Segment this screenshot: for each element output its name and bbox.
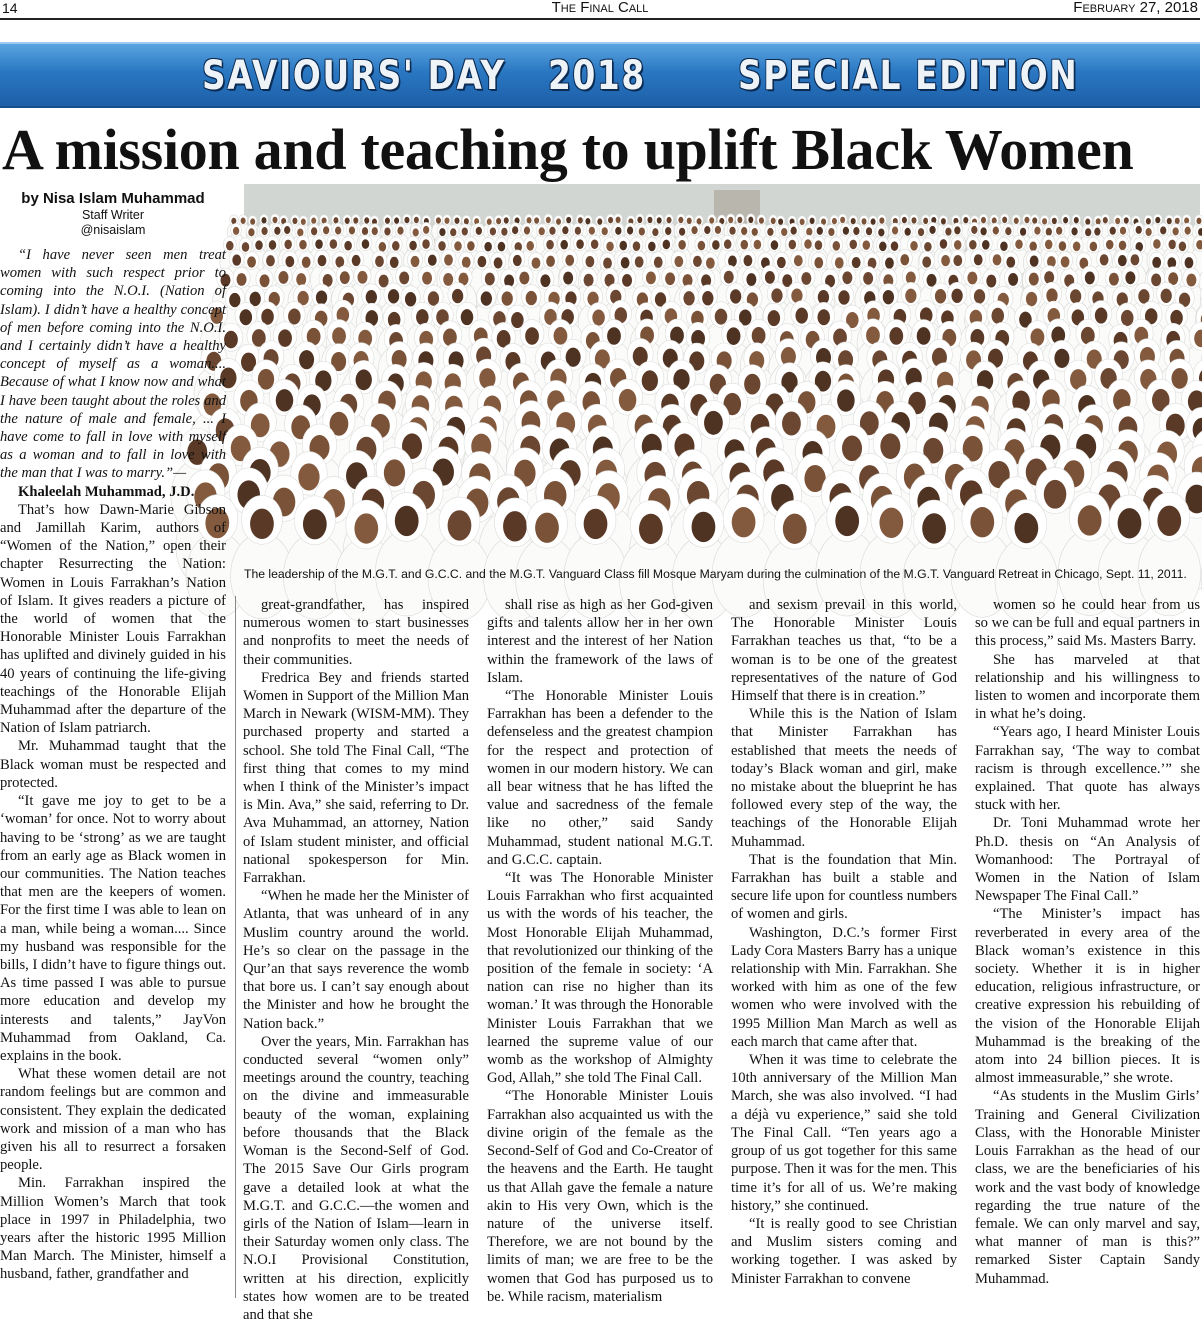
paragraph: That is the foundation that Min. Farrakhan has built a stable and secure life upon for countless numbers of women and girls. bbox=[731, 851, 957, 924]
paragraph: “When he made her the Minister of Atlanta, that was unheard of in any Muslim country around the world. He’s so clear on the passage in the Qur’an that says reverence the womb that bore us. I can’t say enough about the Minister and how he brought the Nation back.” bbox=[243, 887, 469, 1033]
crowd-illustration bbox=[244, 184, 1200, 564]
paragraph: shall rise as high as her God-given gifts and talents allow her in her own interest and the interest of her Nation within the framework of the laws of Islam. bbox=[487, 596, 713, 687]
paragraph: Fredrica Bey and friends started Women in Support of the Million Man March in Newark (WISM-MM). They purchased property and started a school. She told The Final Call, “The first thing that comes to my mind when I think of the Minister’s impact is Min. Ava,” she said, referring to Dr. Ava Muhammad, an attorney, Nation of Islam student minister, and official national spokesperson for Min. Farrakhan. bbox=[243, 669, 469, 887]
column-1-body bbox=[0, 501, 226, 1284]
paragraph: “It is really good to see Christian and Muslim sisters coming and working together. I was asked by Minister Farrakhan to convene bbox=[731, 1215, 957, 1288]
article-column-2 bbox=[243, 596, 469, 1298]
paragraph: What these women detail are not random feelings but are common and consistent. They explain the dedicated work and mission of a man who has given his all to resurrect a forsaken people. bbox=[0, 1065, 226, 1174]
paragraph: women so he could hear from us so we can be full and equal partners in this process,” said Ms. Masters Barry. bbox=[975, 596, 1200, 651]
paragraph: When it was time to celebrate the 10th anniversary of the Million Man March, she was also involved. “I had a déjà vu experience,” said she told The Final Call. “Ten years ago a group of us got together for this same purpose. Then it was for the men. This time it’s for all of us. We’re making history,” she continued. bbox=[731, 1051, 957, 1215]
paragraph: “The Honorable Minister Louis Farrakhan has been a defender to the defenseless and the greatest champion for the respect and protection of women in our modern history. We can all bear witness that he has lifted the value and sacredness of the female like no other,” said Sandy Muhammad, student national M.G.T. and G.C.C. captain. bbox=[487, 687, 713, 869]
paragraph: Over the years, Min. Farrakhan has conducted several “women only” meetings around the country, teaching on the divine and immeasurable beauty of the woman, explaining before thousands that the Black Woman is the Second-Self of God. The 2015 Save Our Girls program gave a detailed look at what the M.G.T. and G.C.C.—the women and girls of the Nation of Islam—learn in their Saturday women only class. The N.O.I Provisional Constitution, written at his direction, explicitly states how women are to be treated and that she bbox=[243, 1033, 469, 1324]
banner-saviours-day: SAVIOURS' DAY bbox=[202, 50, 506, 102]
column-rule bbox=[235, 596, 236, 1298]
page-number: 14 bbox=[2, 0, 18, 16]
headline: A mission and teaching to uplift Black Women bbox=[0, 118, 1202, 182]
paragraph: “As students in the Muslim Girls’ Training and General Civilization Class, with the Honorable Minister Louis Farrakhan as the head of our class, we are the beneficiaries of his work and the vast body of knowledge regarding the true nature of the female. We can only marvel and say, what manner of man is this?” remarked Sister Captain Sandy Muhammad. bbox=[975, 1087, 1200, 1287]
byline-role: Staff Writer bbox=[0, 208, 226, 223]
folio-line bbox=[0, 0, 1200, 18]
paragraph: Washington, D.C.’s former First Lady Cora Masters Barry has a unique relationship with Min. Farrakhan. She worked with him as one of the few women who were involved with the 1995 Million Man March as well as each march that came after that. bbox=[731, 924, 957, 1051]
paragraph: She has marveled at that relationship and his willingness to listen to women and incorporate them in what he’s doing. bbox=[975, 651, 1200, 724]
paragraph: “The Minister’s impact has reverberated in every area of the Black woman’s existence in this society. Whether it is in higher education, religious infrastructure, or creative expression his rebuilding of the vision of the Honorable Elijah Muhammad is the breaking of the atom into 24 billion pieces. It is almost immeasurable,” she wrote. bbox=[975, 905, 1200, 1087]
paragraph: That’s how Dawn-Marie Gibson and Jamillah Karim, authors of “Women of the Nation,” open their chapter Resurrecting the Nation: Women in Louis Farrakhan’s Nation of Islam. It gives readers a picture of the world of women that the Honorable Minister Louis Farrakhan has uplifted and divinely guided in his 40 years of continuing the life-giving teachings of the Honorable Elijah Muhammad after the departure of the Nation of Islam patriarch. bbox=[0, 501, 226, 738]
paragraph: While this is the Nation of Islam that Minister Farrakhan has established that meets the needs of today’s Black woman and girl, make no mistake about the blueprint he has followed every step of the way, the teachings of the Honorable Elijah Muhammad. bbox=[731, 705, 957, 851]
article-column-5 bbox=[975, 596, 1200, 1298]
article-column-3 bbox=[487, 596, 713, 1298]
byline-author: by Nisa Islam Muhammad bbox=[0, 190, 226, 208]
paper-name: The Final Call bbox=[0, 0, 1200, 16]
paragraph: Min. Farrakhan inspired the Million Women’s March that took place in 1997 in Philadelphia, two years after the historic 1995 Million Man March. The Minister, himself a husband, father, grandfather and bbox=[0, 1174, 226, 1283]
article-column-4 bbox=[731, 596, 957, 1298]
special-edition-banner bbox=[0, 42, 1200, 108]
photo-crowd-women-in-white bbox=[244, 184, 1200, 564]
byline bbox=[0, 190, 226, 238]
paragraph: “It was The Honorable Minister Louis Farrakhan who first acquainted us with the words of his teacher, the Most Honorable Elijah Muhammad, that revolutionized our thinking of the position of the female in society: ‘A nation can rise no higher than its woman.’ It was through the Honorable Minister Louis Farrakhan that we learned the supreme value of our womb as the workshop of Almighty God, Allah,” she told The Final Call. bbox=[487, 869, 713, 1087]
paragraph: “Years ago, I heard Minister Louis Farrakhan say, ‘The way to combat racism is through excellence.’” she explained. That quote has always stuck with her. bbox=[975, 723, 1200, 814]
banner-year: 2018 bbox=[548, 50, 646, 102]
paragraph: Mr. Muhammad taught that the Black woman must be respected and protected. bbox=[0, 737, 226, 792]
paragraph: Dr. Toni Muhammad wrote her Ph.D. thesis on “An Analysis of Womanhood: The Portrayal of Women in the Nation of Islam Newspaper The Final Call.” bbox=[975, 814, 1200, 905]
folio-rule bbox=[0, 18, 1200, 20]
photo-caption: The leadership of the M.G.T. and G.C.C. and the M.G.T. Vanguard Class fill Mosque Maryam during the culmination of the M.G.T. Vanguard Retreat in Chicago, Sept. 11, 2011. bbox=[244, 566, 1200, 582]
paragraph: great-grandfather, has inspired numerous women to start businesses and nonprofits to meet the needs of their communities. bbox=[243, 596, 469, 669]
pull-quote: “I have never seen men treat women with such respect prior to coming into the N.O.I. (Nation of Islam). I didn’t have a healthy concept of men before coming into the N.O.I. and I certainly didn’t have a healthy concept of myself as a woman.... Because of what I know now and what I have been taught about the roles and the nature of male and female, ... I have come to fall in love with myself as a woman and to fall in love with the man that I was to marry.”— bbox=[0, 246, 226, 483]
paragraph: “The Honorable Minister Louis Farrakhan also acquainted us with the divine origin of the female as the Second-Self of God and Co-Creator of the heavens and the Earth. He taught us that Allah gave the female a nature akin to His very Own, which is the nature of the universe itself. Therefore, we are not bound by the limits of man; we are free to be the women that God has purposed us to be. While racism, materialism bbox=[487, 1087, 713, 1305]
paragraph: and sexism prevail in this world, The Honorable Minister Louis Farrakhan teaches us that, “to be a woman is to be one of the greatest representatives of the nature of God Himself that there is in creation.” bbox=[731, 596, 957, 705]
issue-date: February 27, 2018 bbox=[1073, 0, 1198, 16]
article-column-1 bbox=[0, 190, 226, 1298]
byline-handle: @nisaislam bbox=[0, 223, 226, 238]
paragraph: “It gave me joy to get to be a ‘woman’ for once. Not to worry about having to be ‘strong’ as we are taught from an early age as Black women in our communities. The Nation teaches that men are the keepers of women. For the first time I was able to lean on a man, while being a woman.... Since my husband was responsible for the bills, I didn’t have to figure things out. As time passed I was able to pursue more education and develop my interests and talents,” JayVon Muhammad from Oakland, Ca. explains in the book. bbox=[0, 792, 226, 1065]
pull-quote-attribution: Khaleelah Muhammad, J.D. bbox=[0, 483, 226, 501]
banner-special-edition: SPECIAL EDITION bbox=[738, 50, 1078, 102]
